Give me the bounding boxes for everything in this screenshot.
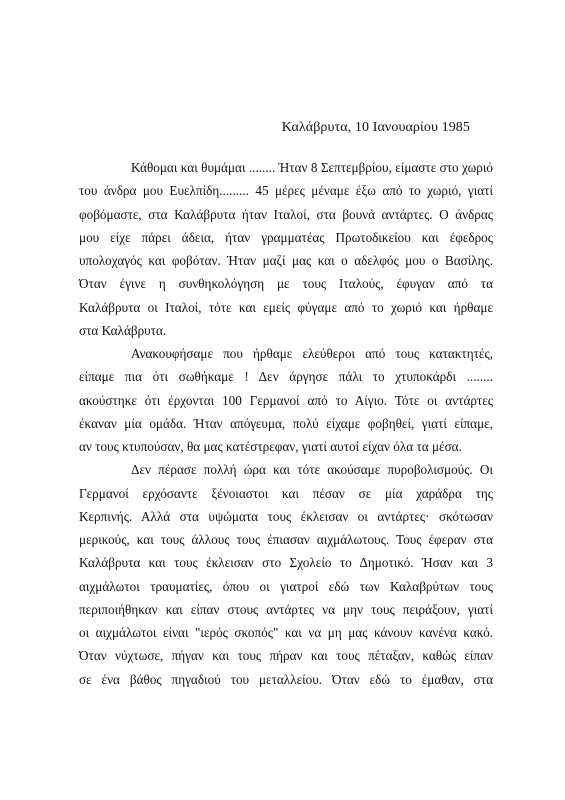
text-line: οι αιχμάλωτοι είναι "ιερός σκοπός" και να μη μας κάνουν κανένα κακό. <box>79 625 493 640</box>
text-line: Γερμανοί ερχόσαντε ξένοιαστοι και πέσαν σε μία χαράδρα της <box>79 485 493 501</box>
text-line: Όταν νύχτωσε, πήγαν και τους πήραν και τους πέταξαν, καθώς είπαν <box>79 648 493 664</box>
text-line: μερικούς, και τους άλλους τους έπιασαν αιχμάλωτους. Τους έφεραν στα <box>79 532 493 547</box>
text-line: είπαμε πια ότι σωθήκαμε ! Δεν άργησε πάλι το χτυποκάρδι ........ <box>79 369 493 385</box>
text-line: του άνδρα μου Ευελπίδη......... 45 μέρες μέναμε έξω από το χωριό, γιατί <box>79 183 493 199</box>
text-line: μου είχε πάρει άδεια, ήταν γραμματέας Πρωτοδικείου και έφεδρος <box>79 229 493 245</box>
paragraph-2 <box>79 342 493 458</box>
text-line: Καλάβρυτα και τους έκλεισαν στο Σχολείο το Δημοτικό. Ήσαν και 3 <box>79 555 493 571</box>
text-line: υπολοχαγός και φοβόταν. Ήταν μαζί μας και ο αδελφός μου ο Βασίλης. <box>79 253 493 268</box>
text-line: Ανακουφήσαμε που ήρθαμε ελεύθεροι από τους κατακτητές, <box>131 346 493 361</box>
text-line: σε ένα βάθος πηγαδιού του μεταλλείου. Όταν εδώ το έμαθαν, στα <box>79 671 493 687</box>
paragraph-3 <box>79 458 493 691</box>
text-line: περιποιήθηκαν και είπαν στους αντάρτες να μην τους πειράξουν, γιατί <box>79 601 493 617</box>
text-line: Όταν έγινε η συνθηκολόγηση με τους Ιταλούς, έφυγαν από τα <box>79 276 493 292</box>
text-line: ακούστηκε ότι έρχονται 100 Γερμανοί από το Αίγιο. Τότε οι αντάρτες <box>79 392 493 408</box>
dateline: Καλάβρυτα, 10 Ιανουαρίου 1985 <box>281 120 470 135</box>
letter-body <box>79 156 493 691</box>
text-line: αν τους κτυπούσαν, θα μας κατέστρεφαν, γιατί αυτοί είχαν όλα τα μέσα. <box>79 439 462 454</box>
text-line: αιχμάλωτοι τραυματίες, όπου οι γιατροί εδώ των Καλαβρύτων τους <box>79 578 493 594</box>
text-line: φοβόμαστε, στα Καλάβρυτα ήταν Ιταλοί, στα βουνά αντάρτες. Ο άνδρας <box>79 206 493 222</box>
paragraph-1 <box>79 156 493 342</box>
text-line: Καλάβρυτα οι Ιταλοί, τότε και εμείς φύγαμε από το χωριό και ήρθαμε <box>79 299 493 315</box>
text-line: στα Καλάβρυτα. <box>79 322 167 338</box>
text-line: έκαναν μία ομάδα. Ήταν απόγευμα, πολύ είχαμε φοβηθεί, γιατί είπαμε, <box>79 415 493 431</box>
text-line: Κάθομαι και θυμάμαι ........ Ήταν 8 Σεπτεμβρίου, είμαστε στο χωριό <box>131 160 493 175</box>
text-line: Κερπινής. Αλλά στα υψώματα τους έκλεισαν οι αντάρτες· σκότωσαν <box>79 508 493 524</box>
text-line: Δεν πέρασε πολλή ώρα και τότε ακούσαμε πυροβολισμούς. Οι <box>131 462 493 478</box>
